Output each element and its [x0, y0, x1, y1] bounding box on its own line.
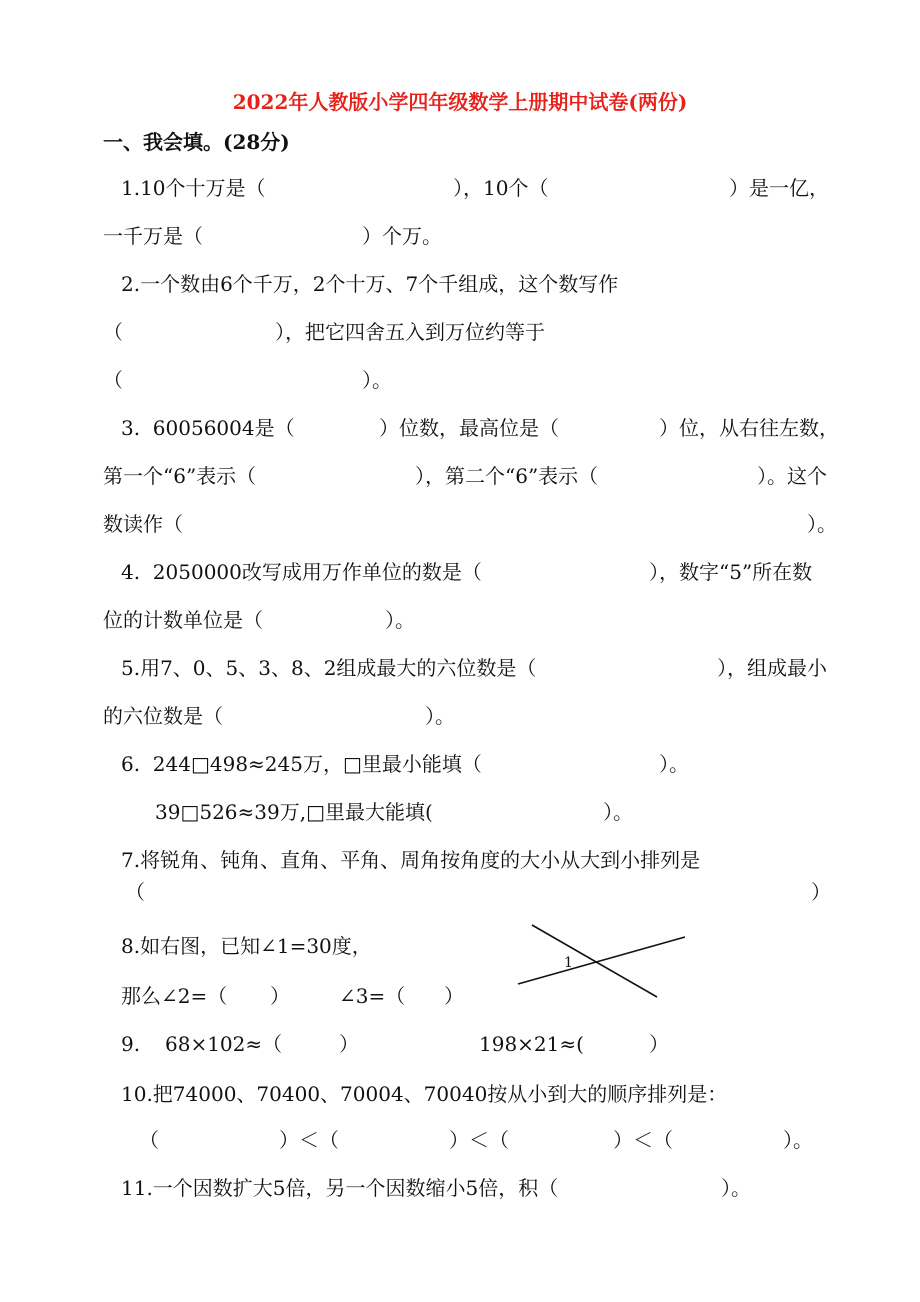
- q1-text-a: 1.10个十万是（: [121, 176, 266, 200]
- q11-text-b: ）。: [721, 1176, 751, 1200]
- q9-text-d: 198×21≈(: [479, 1032, 584, 1056]
- q3-text-h: ）。: [807, 512, 837, 536]
- q7-text-c: ）: [811, 880, 831, 904]
- angle-line-2: [518, 937, 685, 984]
- q10-lt-1: ）＜（: [279, 1128, 339, 1152]
- q11-text-a: 11.一个因数扩大5倍，另一个因数缩小5倍，积（: [121, 1176, 559, 1200]
- q8-text-c: ）: [270, 984, 290, 1008]
- q3-text-d: 第一个“6”表示（: [103, 464, 257, 488]
- q4-text-c: 位的计数单位是（: [103, 608, 263, 632]
- q8-text-d: ∠3=（: [339, 984, 406, 1008]
- q3-text-g: 数读作（: [103, 512, 183, 536]
- q5-text-c: 的六位数是（: [103, 704, 223, 728]
- q9-text-c: ）: [339, 1032, 359, 1056]
- q7-text-a: 7.将锐角、钝角、直角、平角、周角按角度的大小从大到小排列是: [121, 848, 701, 872]
- q4-text-b: ），数字“5”所在数: [649, 560, 813, 584]
- q3-text-c: ）位，从右往左数，: [659, 416, 839, 440]
- q10-lt-2: ）＜（: [449, 1128, 509, 1152]
- q9-text-b: 68×102≈（: [165, 1032, 283, 1056]
- q1-text-e: ）个万。: [362, 224, 442, 248]
- q5-text-d: ）。: [425, 704, 455, 728]
- q4-text-d: ）。: [385, 608, 415, 632]
- q10-end: ）。: [783, 1128, 813, 1152]
- q6-text-a: 6. 244□498≈245万，□里最小能填（: [121, 752, 482, 776]
- q9-text-e: ）: [649, 1032, 669, 1056]
- q2-text-a: 2.一个数由6个千万，2个十万、7个千组成，这个数写作: [121, 272, 619, 296]
- q1-text-c: ）是一亿，: [729, 176, 829, 200]
- q10-lt-3: ）＜（: [613, 1128, 673, 1152]
- q5-text-a: 5.用7、0、5、3、8、2组成最大的六位数是（: [121, 656, 537, 680]
- q10-open-paren: （: [139, 1128, 159, 1152]
- angle-label-1: 1: [564, 955, 573, 971]
- q8-text-a: 8.如右图，已知∠1=30度，: [121, 934, 372, 958]
- q3-text-e: ），第二个“6”表示（: [415, 464, 599, 488]
- q7-text-b: （: [125, 880, 145, 904]
- q1-text-d: 一千万是（: [103, 224, 203, 248]
- q1-text-b: ），10个（: [453, 176, 549, 200]
- q9-text-a: 9.: [121, 1032, 141, 1056]
- q8-text-e: ）: [444, 984, 464, 1008]
- q6-text-c: 39□526≈39万,□里最大能填(: [155, 800, 433, 824]
- q3-text-f: ）。这个: [757, 464, 827, 488]
- q6-text-b: ）。: [659, 752, 689, 776]
- angle-figure: [510, 918, 700, 1008]
- q5-text-b: ），组成最小: [717, 656, 827, 680]
- q8-text-b: 那么∠2=（: [121, 984, 228, 1008]
- q2-text-e: ）。: [362, 368, 392, 392]
- q3-text-a: 3. 60056004是（: [121, 416, 295, 440]
- q2-text-d: （: [103, 368, 123, 392]
- section-heading: 一、我会填。(28分): [103, 130, 290, 154]
- q2-text-b: （: [103, 320, 123, 344]
- page-title: 2022年人教版小学四年级数学上册期中试卷(两份): [232, 90, 688, 114]
- q3-text-b: ）位数，最高位是（: [379, 416, 559, 440]
- angle-line-1: [532, 925, 657, 997]
- q10-text-a: 10.把74000、70400、70004、70040按从小到大的顺序排列是：: [121, 1082, 728, 1106]
- q2-text-c: ），把它四舍五入到万位约等于: [275, 320, 545, 344]
- q4-text-a: 4. 2050000改写成用万作单位的数是（: [121, 560, 482, 584]
- q6-text-d: ）。: [603, 800, 633, 824]
